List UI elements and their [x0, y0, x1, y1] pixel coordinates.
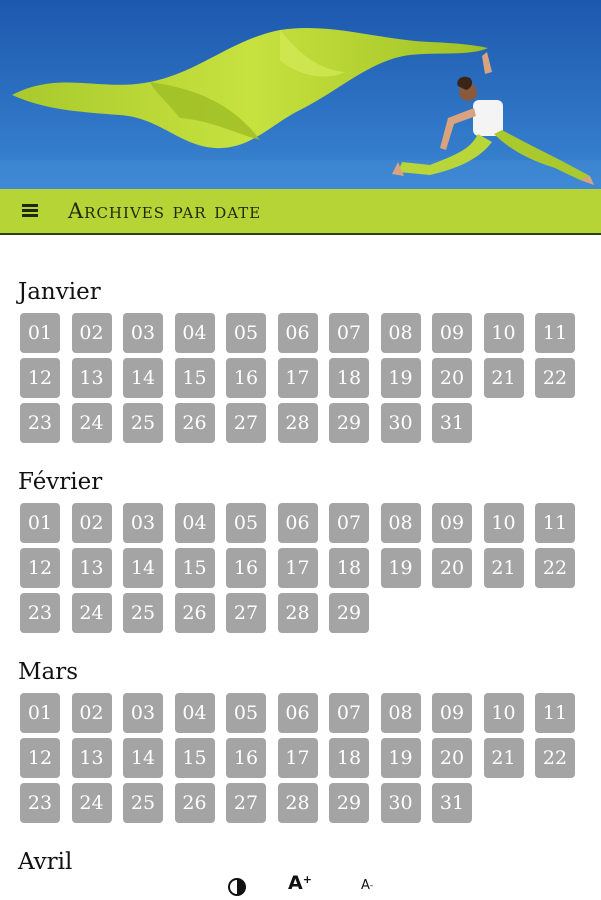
day-button[interactable]: 23	[20, 783, 60, 823]
day-button[interactable]: 25	[123, 593, 163, 633]
day-button[interactable]: 15	[175, 548, 215, 588]
day-button[interactable]: 13	[72, 358, 112, 398]
day-button[interactable]: 08	[381, 313, 421, 353]
day-button[interactable]: 21	[484, 358, 524, 398]
day-button[interactable]: 18	[329, 358, 369, 398]
day-button[interactable]: 22	[535, 358, 575, 398]
day-button[interactable]: 04	[175, 313, 215, 353]
page-title: Archives par date	[68, 199, 262, 223]
day-button[interactable]: 06	[278, 313, 318, 353]
hero-illustration	[0, 0, 601, 189]
day-button[interactable]: 15	[175, 358, 215, 398]
day-button[interactable]: 11	[535, 503, 575, 543]
day-button[interactable]: 09	[432, 503, 472, 543]
day-button[interactable]: 08	[381, 693, 421, 733]
month-title: Janvier	[18, 279, 101, 305]
day-button[interactable]: 06	[278, 503, 318, 543]
day-button[interactable]: 10	[484, 313, 524, 353]
day-button[interactable]: 14	[123, 738, 163, 778]
day-button[interactable]: 20	[432, 548, 472, 588]
day-button[interactable]: 29	[329, 593, 369, 633]
day-button[interactable]: 12	[20, 548, 60, 588]
day-button[interactable]: 12	[20, 358, 60, 398]
day-button[interactable]: 01	[20, 693, 60, 733]
day-button[interactable]: 07	[329, 313, 369, 353]
day-button[interactable]: 07	[329, 693, 369, 733]
day-button[interactable]: 19	[381, 548, 421, 588]
day-button[interactable]: 29	[329, 783, 369, 823]
day-button[interactable]: 05	[226, 313, 266, 353]
day-button[interactable]: 26	[175, 403, 215, 443]
contrast-icon[interactable]	[227, 877, 247, 897]
day-button[interactable]: 20	[432, 738, 472, 778]
day-button[interactable]: 22	[535, 738, 575, 778]
month-title: Avril	[18, 849, 73, 875]
day-button[interactable]: 10	[484, 693, 524, 733]
day-button[interactable]: 19	[381, 738, 421, 778]
day-button[interactable]: 03	[123, 313, 163, 353]
day-button[interactable]: 24	[72, 783, 112, 823]
day-button[interactable]: 24	[72, 403, 112, 443]
day-button[interactable]: 02	[72, 503, 112, 543]
day-button[interactable]: 31	[432, 403, 472, 443]
day-button[interactable]: 17	[278, 738, 318, 778]
day-button[interactable]: 27	[226, 403, 266, 443]
day-button[interactable]: 31	[432, 783, 472, 823]
day-button[interactable]: 10	[484, 503, 524, 543]
day-button[interactable]: 01	[20, 313, 60, 353]
day-button[interactable]: 23	[20, 593, 60, 633]
day-button[interactable]: 05	[226, 503, 266, 543]
day-button[interactable]: 24	[72, 593, 112, 633]
day-button[interactable]: 16	[226, 548, 266, 588]
day-button[interactable]: 05	[226, 693, 266, 733]
font-decrease-suffix: -	[369, 881, 374, 891]
day-button[interactable]: 17	[278, 548, 318, 588]
day-button[interactable]: 03	[123, 693, 163, 733]
day-button[interactable]: 23	[20, 403, 60, 443]
day-button[interactable]: 25	[123, 403, 163, 443]
day-button[interactable]: 14	[123, 548, 163, 588]
day-button[interactable]: 03	[123, 503, 163, 543]
font-decrease-label: A	[361, 878, 370, 893]
font-increase-button[interactable]	[288, 872, 312, 896]
day-button[interactable]: 20	[432, 358, 472, 398]
font-increase-label: A	[288, 872, 303, 894]
day-button[interactable]: 28	[278, 403, 318, 443]
day-button[interactable]: 06	[278, 693, 318, 733]
day-button[interactable]: 02	[72, 693, 112, 733]
font-decrease-button[interactable]	[361, 878, 373, 900]
day-button[interactable]: 11	[535, 313, 575, 353]
day-button[interactable]: 29	[329, 403, 369, 443]
day-button[interactable]: 11	[535, 693, 575, 733]
day-button[interactable]: 18	[329, 548, 369, 588]
day-button[interactable]: 27	[226, 593, 266, 633]
hero-banner	[0, 0, 601, 189]
day-button[interactable]: 21	[484, 548, 524, 588]
header-bar	[0, 189, 601, 235]
day-button[interactable]: 01	[20, 503, 60, 543]
day-button[interactable]: 17	[278, 358, 318, 398]
day-button[interactable]: 02	[72, 313, 112, 353]
day-button[interactable]: 13	[72, 738, 112, 778]
month-title: Février	[18, 469, 103, 495]
day-button[interactable]: 21	[484, 738, 524, 778]
day-button[interactable]: 28	[278, 783, 318, 823]
day-button[interactable]: 25	[123, 783, 163, 823]
hamburger-menu-icon[interactable]	[22, 204, 38, 218]
day-button[interactable]: 16	[226, 738, 266, 778]
day-button[interactable]: 12	[20, 738, 60, 778]
day-button[interactable]: 26	[175, 783, 215, 823]
day-button[interactable]: 07	[329, 503, 369, 543]
day-button[interactable]: 30	[381, 403, 421, 443]
font-increase-suffix: +	[302, 873, 312, 886]
day-button[interactable]: 18	[329, 738, 369, 778]
accessibility-toolbar	[0, 868, 601, 900]
day-button[interactable]: 15	[175, 738, 215, 778]
day-button[interactable]: 16	[226, 358, 266, 398]
month-title: Mars	[18, 659, 79, 685]
day-button[interactable]: 09	[432, 313, 472, 353]
day-button[interactable]: 09	[432, 693, 472, 733]
day-button[interactable]: 13	[72, 548, 112, 588]
day-button[interactable]: 27	[226, 783, 266, 823]
day-button[interactable]: 08	[381, 503, 421, 543]
day-button[interactable]: 19	[381, 358, 421, 398]
day-button[interactable]: 14	[123, 358, 163, 398]
day-button[interactable]: 28	[278, 593, 318, 633]
day-button[interactable]: 30	[381, 783, 421, 823]
day-button[interactable]: 26	[175, 593, 215, 633]
day-button[interactable]: 22	[535, 548, 575, 588]
day-button[interactable]: 04	[175, 693, 215, 733]
day-button[interactable]: 04	[175, 503, 215, 543]
